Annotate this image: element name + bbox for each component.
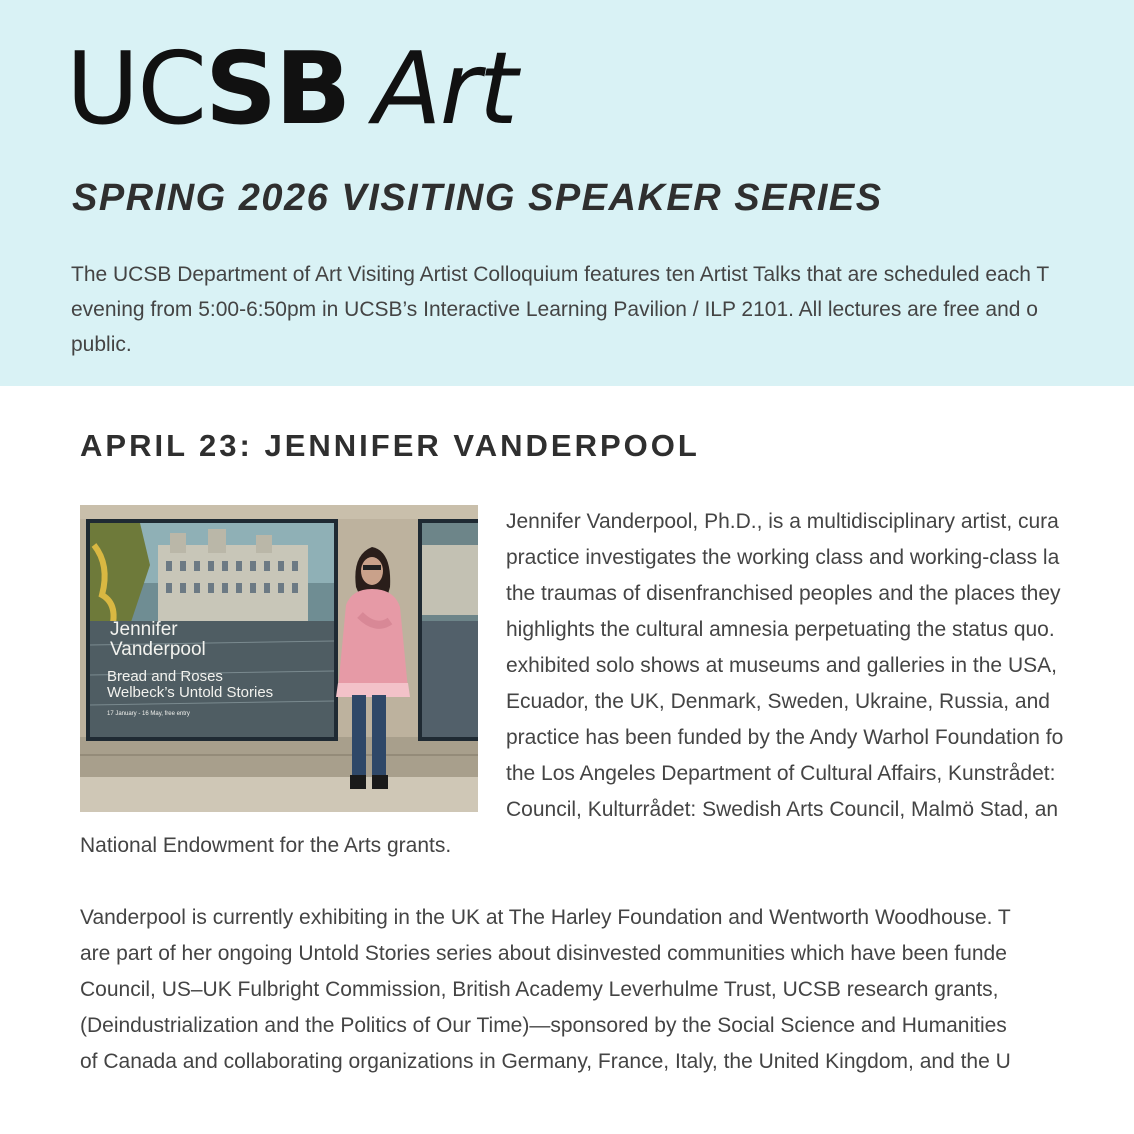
intro-paragraph [71,257,1134,362]
paragraph-line: are part of her ongoing Untold Stories series about disinvested communities which have been funde [80,942,1007,965]
poster-name-line2: Vanderpool [110,639,206,660]
paragraph-line: Council, US–UK Fulbright Commission, British Academy Leverhulme Trust, UCSB research grants, [80,978,999,1001]
intro-line: evening from 5:00-6:50pm in UCSB’s Interactive Learning Pavilion / ILP 2101. All lectures are free and o [71,298,1038,321]
artist-photo [80,505,478,812]
logo-part-uc: UC [66,30,206,147]
bio-line: the traumas of disenfranchised peoples and the places they [506,582,1061,605]
bio-line: the Los Angeles Department of Cultural Affairs, Kunstrådet: [506,762,1056,785]
poster-subtitle-line1: Bread and Roses [107,668,223,685]
header-banner [0,0,1134,386]
bio-line: highlights the cultural amnesia perpetuating the status quo. [506,618,1055,641]
bio-line: exhibited solo shows at museums and galleries in the USA, [506,654,1057,677]
paragraph-line: (Deindustrialization and the Politics of Our Time)—sponsored by the Social Science and Humanities [80,1014,1007,1037]
intro-line: The UCSB Department of Art Visiting Artist Colloquium features ten Artist Talks that are scheduled each T [71,263,1050,286]
bio-line: practice investigates the working class and working-class la [506,546,1060,569]
poster-dates: 17 January - 16 May, free entry [107,711,190,717]
intro-line: public. [71,333,132,356]
series-title: SPRING 2026 VISITING SPEAKER SERIES [72,177,883,219]
paragraph-line: Vanderpool is currently exhibiting in the UK at The Harley Foundation and Wentworth Woodhouse. T [80,906,1011,929]
logo-part-art: Art [373,30,517,147]
bio-line: practice has been funded by the Andy Warhol Foundation fo [506,726,1064,749]
poster-subtitle-line2: Welbeck’s Untold Stories [107,684,274,701]
bio-line: Jennifer Vanderpool, Ph.D., is a multidisciplinary artist, cura [506,510,1059,533]
paragraph-line: of Canada and collaborating organizations in Germany, France, Italy, the United Kingdom, and the U [80,1050,1011,1073]
logo-part-sb: SB [205,30,350,147]
event-heading: APRIL 23: JENNIFER VANDERPOOL [80,428,700,463]
ucsb-art-logo[interactable] [66,30,517,147]
bio-line: Council, Kulturrådet: Swedish Arts Council, Malmö Stad, an [506,798,1059,821]
poster-name-line1: Jennifer [110,619,178,640]
bio-line: National Endowment for the Arts grants. [80,834,452,857]
bio-line: Ecuador, the UK, Denmark, Sweden, Ukraine, Russia, and [506,690,1050,713]
